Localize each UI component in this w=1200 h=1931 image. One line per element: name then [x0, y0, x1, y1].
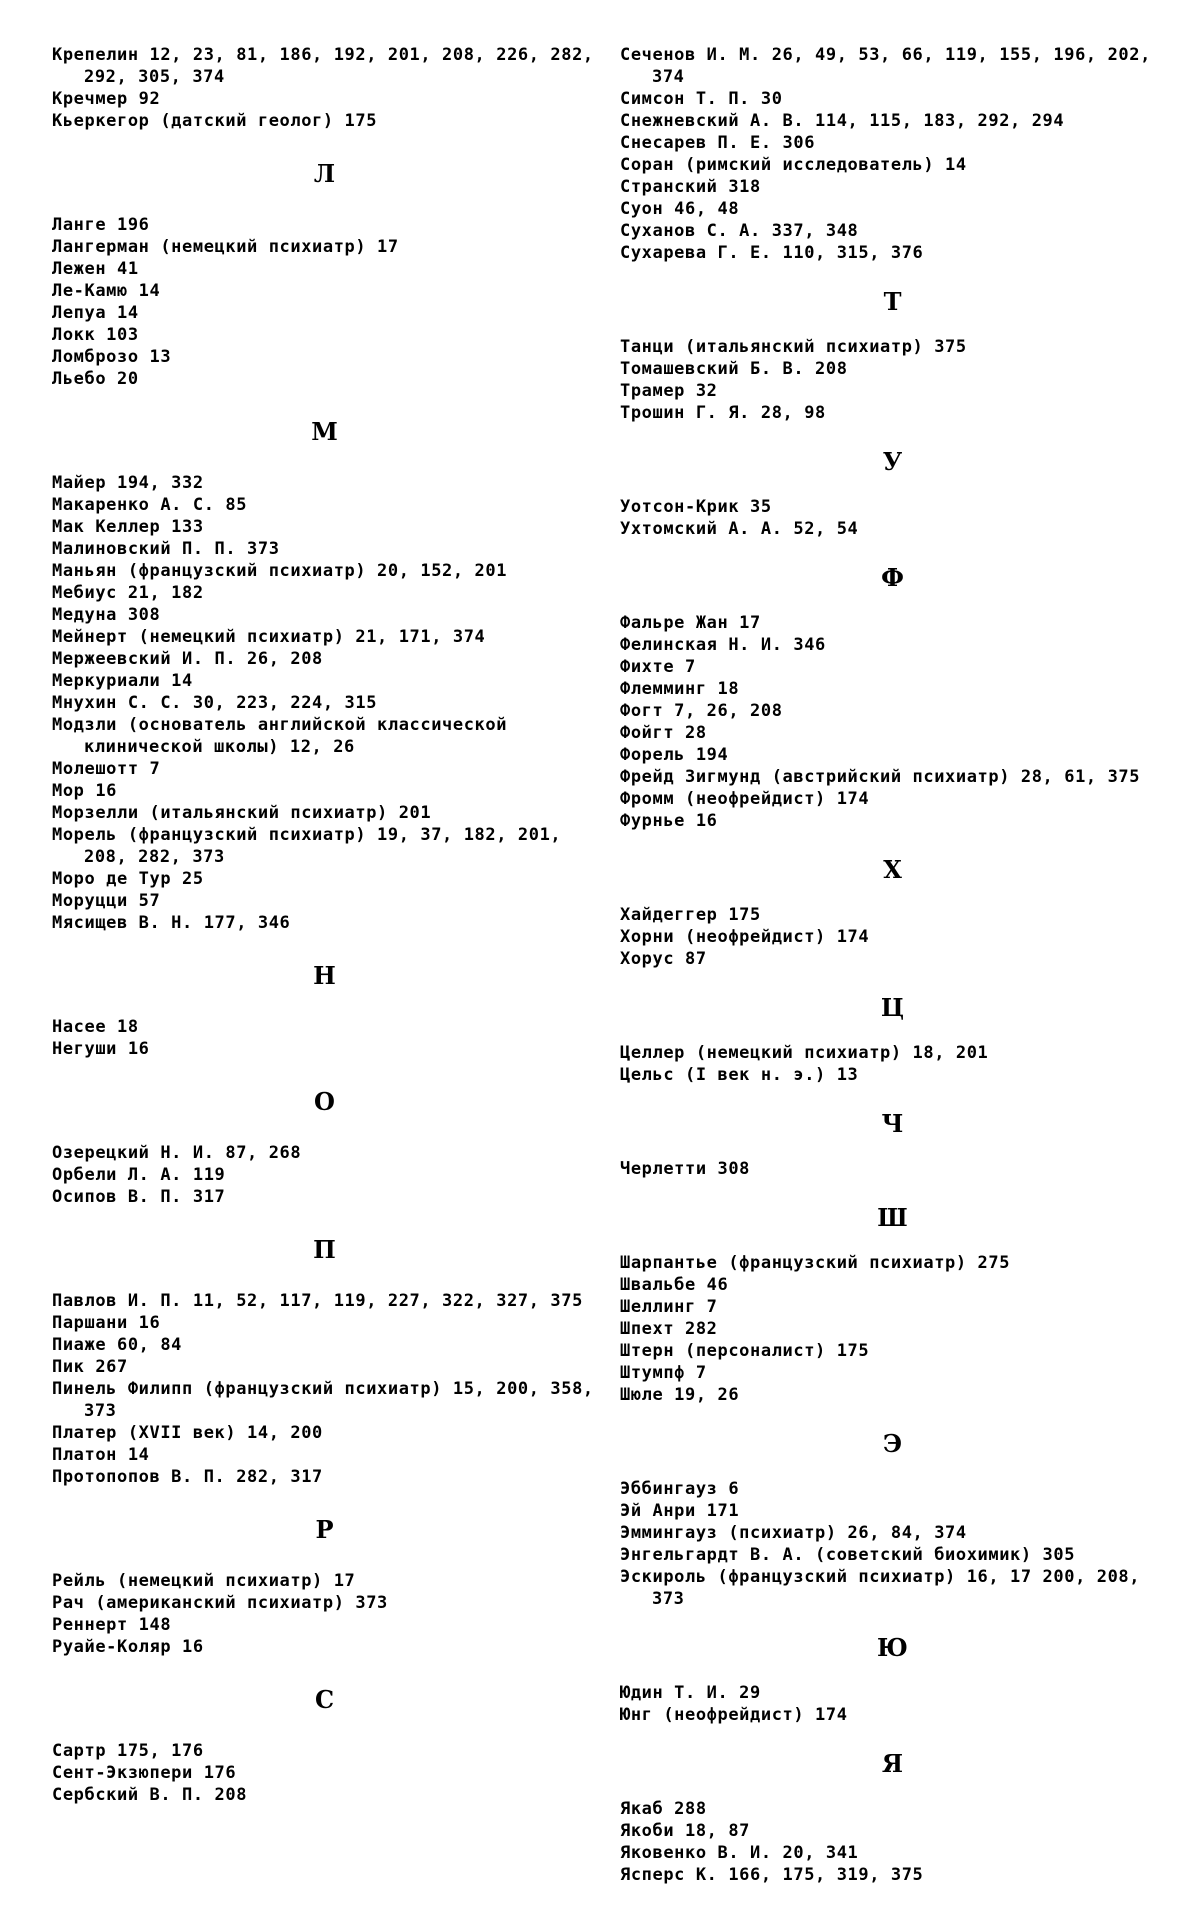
index-entry: Трамер 32: [620, 381, 718, 401]
index-entry: Платер (XVII век) 14, 200: [52, 1423, 323, 1443]
section-letter-heading: Л: [313, 159, 336, 188]
index-entry: Снесарев П. Е. 306: [620, 133, 816, 153]
index-entry: Лежен 41: [52, 259, 139, 279]
index-entry: Шеллинг 7: [620, 1297, 718, 1317]
index-entry: Осипов В. П. 317: [52, 1187, 226, 1207]
index-entry: Озерецкий Н. И. 87, 268: [52, 1143, 302, 1163]
index-entry: Суон 46, 48: [620, 199, 740, 219]
index-entry: Реннерт 148: [52, 1615, 172, 1635]
index-entry: Мор 16: [52, 781, 118, 801]
index-entry: Эббингауз 6: [620, 1479, 740, 1499]
index-entry: Хайдеггер 175: [620, 905, 761, 925]
index-entry: Эскироль (французский психиатр) 16, 17 200, 208, 373: [620, 1567, 1141, 1609]
index-entry: Якоби 18, 87: [620, 1821, 751, 1841]
section-letter-heading: Ю: [877, 1633, 908, 1662]
index-entry: Пиаже 60, 84: [52, 1335, 183, 1355]
index-entry: Павлов И. П. 11, 52, 117, 119, 227, 322, 327, 375: [52, 1291, 583, 1311]
index-entry: Мак Келлер 133: [52, 517, 204, 537]
index-entry: Руайе-Коляр 16: [52, 1637, 204, 1657]
index-entry: Томашевский Б. В. 208: [620, 359, 848, 379]
index-entry: Эммингауз (психиатр) 26, 84, 374: [620, 1523, 967, 1543]
index-entry: Молешотт 7: [52, 759, 161, 779]
index-entry: Орбели Л. А. 119: [52, 1165, 226, 1185]
index-entry: Флемминг 18: [620, 679, 740, 699]
index-entry: Пинель Филипп (французский психиатр) 15, 200, 358, 373: [52, 1379, 594, 1421]
index-entry: Хорус 87: [620, 949, 707, 969]
index-entry: Якаб 288: [620, 1799, 707, 1819]
section-letter-heading: Р: [315, 1515, 334, 1544]
section-letter-heading: У: [882, 447, 903, 476]
index-entry: Макаренко А. С. 85: [52, 495, 248, 515]
index-entry: Штумпф 7: [620, 1363, 707, 1383]
index-entry: Сеченов И. М. 26, 49, 53, 66, 119, 155, 196, 202, 374: [620, 45, 1151, 87]
index-entry: Снежневский А. В. 114, 115, 183, 292, 294: [620, 111, 1065, 131]
index-entry: Насее 18: [52, 1017, 139, 1037]
index-entry: Симсон Т. П. 30: [620, 89, 783, 109]
index-entry: Локк 103: [52, 325, 139, 345]
index-entry: Юнг (неофрейдист) 174: [620, 1705, 848, 1725]
index-entry: Негуши 16: [52, 1039, 150, 1059]
index-entry: Ясперс К. 166, 175, 319, 375: [620, 1865, 924, 1885]
index-entry: Мебиус 21, 182: [52, 583, 204, 603]
index-entry: Шюле 19, 26: [620, 1385, 740, 1405]
index-entry: Кьеркегор (датский геолог) 175: [52, 111, 378, 131]
section-letter-heading: Ш: [877, 1203, 908, 1232]
section-letter-heading: Т: [883, 287, 902, 316]
index-entry: Мнухин С. С. 30, 223, 224, 315: [52, 693, 378, 713]
index-entry: Мейнерт (немецкий психиатр) 21, 171, 374: [52, 627, 486, 647]
section-letter-heading: Ц: [880, 993, 905, 1022]
index-entry: Платон 14: [52, 1445, 150, 1465]
index-entry: Протопопов В. П. 282, 317: [52, 1467, 323, 1487]
index-entry: Фойгт 28: [620, 723, 707, 743]
section-letter-heading: Э: [882, 1429, 903, 1458]
index-entry: Танци (итальянский психиатр) 375: [620, 337, 967, 357]
index-entry: Ломброзо 13: [52, 347, 172, 367]
index-entry: Шпехт 282: [620, 1319, 718, 1339]
index-entry: Целлер (немецкий психиатр) 18, 201: [620, 1043, 989, 1063]
index-entry: Хорни (неофрейдист) 174: [620, 927, 870, 947]
index-entry: Сент-Экзюпери 176: [52, 1763, 237, 1783]
index-entry: Кречмер 92: [52, 89, 161, 109]
index-entry: Эй Анри 171: [620, 1501, 740, 1521]
index-entry: Черлетти 308: [620, 1159, 751, 1179]
index-column-right: [620, 44, 1165, 1886]
index-entry: Паршани 16: [52, 1313, 161, 1333]
index-entry: Фихте 7: [620, 657, 696, 677]
index-entry: Малиновский П. П. 373: [52, 539, 280, 559]
index-entry: Крепелин 12, 23, 81, 186, 192, 201, 208, 226, 282, 292, 305, 374: [52, 45, 594, 87]
index-entry: Медуна 308: [52, 605, 161, 625]
index-entry: Пик 267: [52, 1357, 128, 1377]
index-entry: Лепуа 14: [52, 303, 139, 323]
index-entry: Фальре Жан 17: [620, 613, 761, 633]
section-letter-heading: С: [314, 1685, 335, 1714]
section-letter-heading: М: [311, 417, 338, 446]
section-letter-heading: П: [313, 1235, 336, 1264]
index-column-left: [52, 44, 597, 1806]
index-entry: Фурнье 16: [620, 811, 718, 831]
index-entry: Ухтомский А. А. 52, 54: [620, 519, 859, 539]
index-entry: Моруцци 57: [52, 891, 161, 911]
index-entry: Морель (французский психиатр) 19, 37, 182, 201, 208, 282, 373: [52, 825, 562, 867]
index-entry: Цельс (I век н. э.) 13: [620, 1065, 859, 1085]
index-entry: Странский 318: [620, 177, 761, 197]
section-letter-heading: Х: [883, 855, 902, 884]
index-entry: Штерн (персоналист) 175: [620, 1341, 870, 1361]
index-entry: Маньян (французский психиатр) 20, 152, 201: [52, 561, 508, 581]
index-entry: Сухарева Г. Е. 110, 315, 376: [620, 243, 924, 263]
index-entry: Майер 194, 332: [52, 473, 204, 493]
index-entry: Лангерман (немецкий психиатр) 17: [52, 237, 399, 257]
index-entry: Мясищев В. Н. 177, 346: [52, 913, 291, 933]
index-entry: Энгельгардт В. А. (советский биохимик) 305: [620, 1545, 1076, 1565]
index-entry: Морзелли (итальянский психиатр) 201: [52, 803, 432, 823]
index-entry: Юдин Т. И. 29: [620, 1683, 761, 1703]
index-entry: Ланге 196: [52, 215, 150, 235]
index-entry: Фромм (неофрейдист) 174: [620, 789, 870, 809]
index-entry: Модзли (основатель английской классической клинической школы) 12, 26: [52, 715, 508, 757]
section-letter-heading: Ч: [881, 1109, 904, 1138]
index-entry: Сартр 175, 176: [52, 1741, 204, 1761]
index-entry: Соран (римский исследователь) 14: [620, 155, 967, 175]
index-entry: Меркуриали 14: [52, 671, 193, 691]
section-letter-heading: Я: [881, 1749, 904, 1778]
index-entry: Трошин Г. Я. 28, 98: [620, 403, 826, 423]
index-entry: Фелинская Н. И. 346: [620, 635, 826, 655]
index-entry: Швальбе 46: [620, 1275, 729, 1295]
section-letter-heading: Ф: [881, 563, 904, 592]
index-entry: Суханов С. А. 337, 348: [620, 221, 859, 241]
index-entry: Рейль (немецкий психиатр) 17: [52, 1571, 356, 1591]
section-letter-heading: Н: [313, 961, 336, 990]
index-entry: Форель 194: [620, 745, 729, 765]
section-letter-heading: О: [314, 1087, 335, 1116]
index-entry: Фрейд Зигмунд (австрийский психиатр) 28, 61, 375: [620, 767, 1141, 787]
index-entry: Сербский В. П. 208: [52, 1785, 248, 1805]
index-entry: Шарпантье (французский психиатр) 275: [620, 1253, 1011, 1273]
index-entry: Уотсон-Крик 35: [620, 497, 772, 517]
index-entry: Яковенко В. И. 20, 341: [620, 1843, 859, 1863]
index-entry: Ле-Камю 14: [52, 281, 161, 301]
index-entry: Моро де Тур 25: [52, 869, 204, 889]
index-entry: Мержеевский И. П. 26, 208: [52, 649, 323, 669]
index-entry: Льебо 20: [52, 369, 139, 389]
index-entry: Фогт 7, 26, 208: [620, 701, 783, 721]
index-entry: Рач (американский психиатр) 373: [52, 1593, 388, 1613]
